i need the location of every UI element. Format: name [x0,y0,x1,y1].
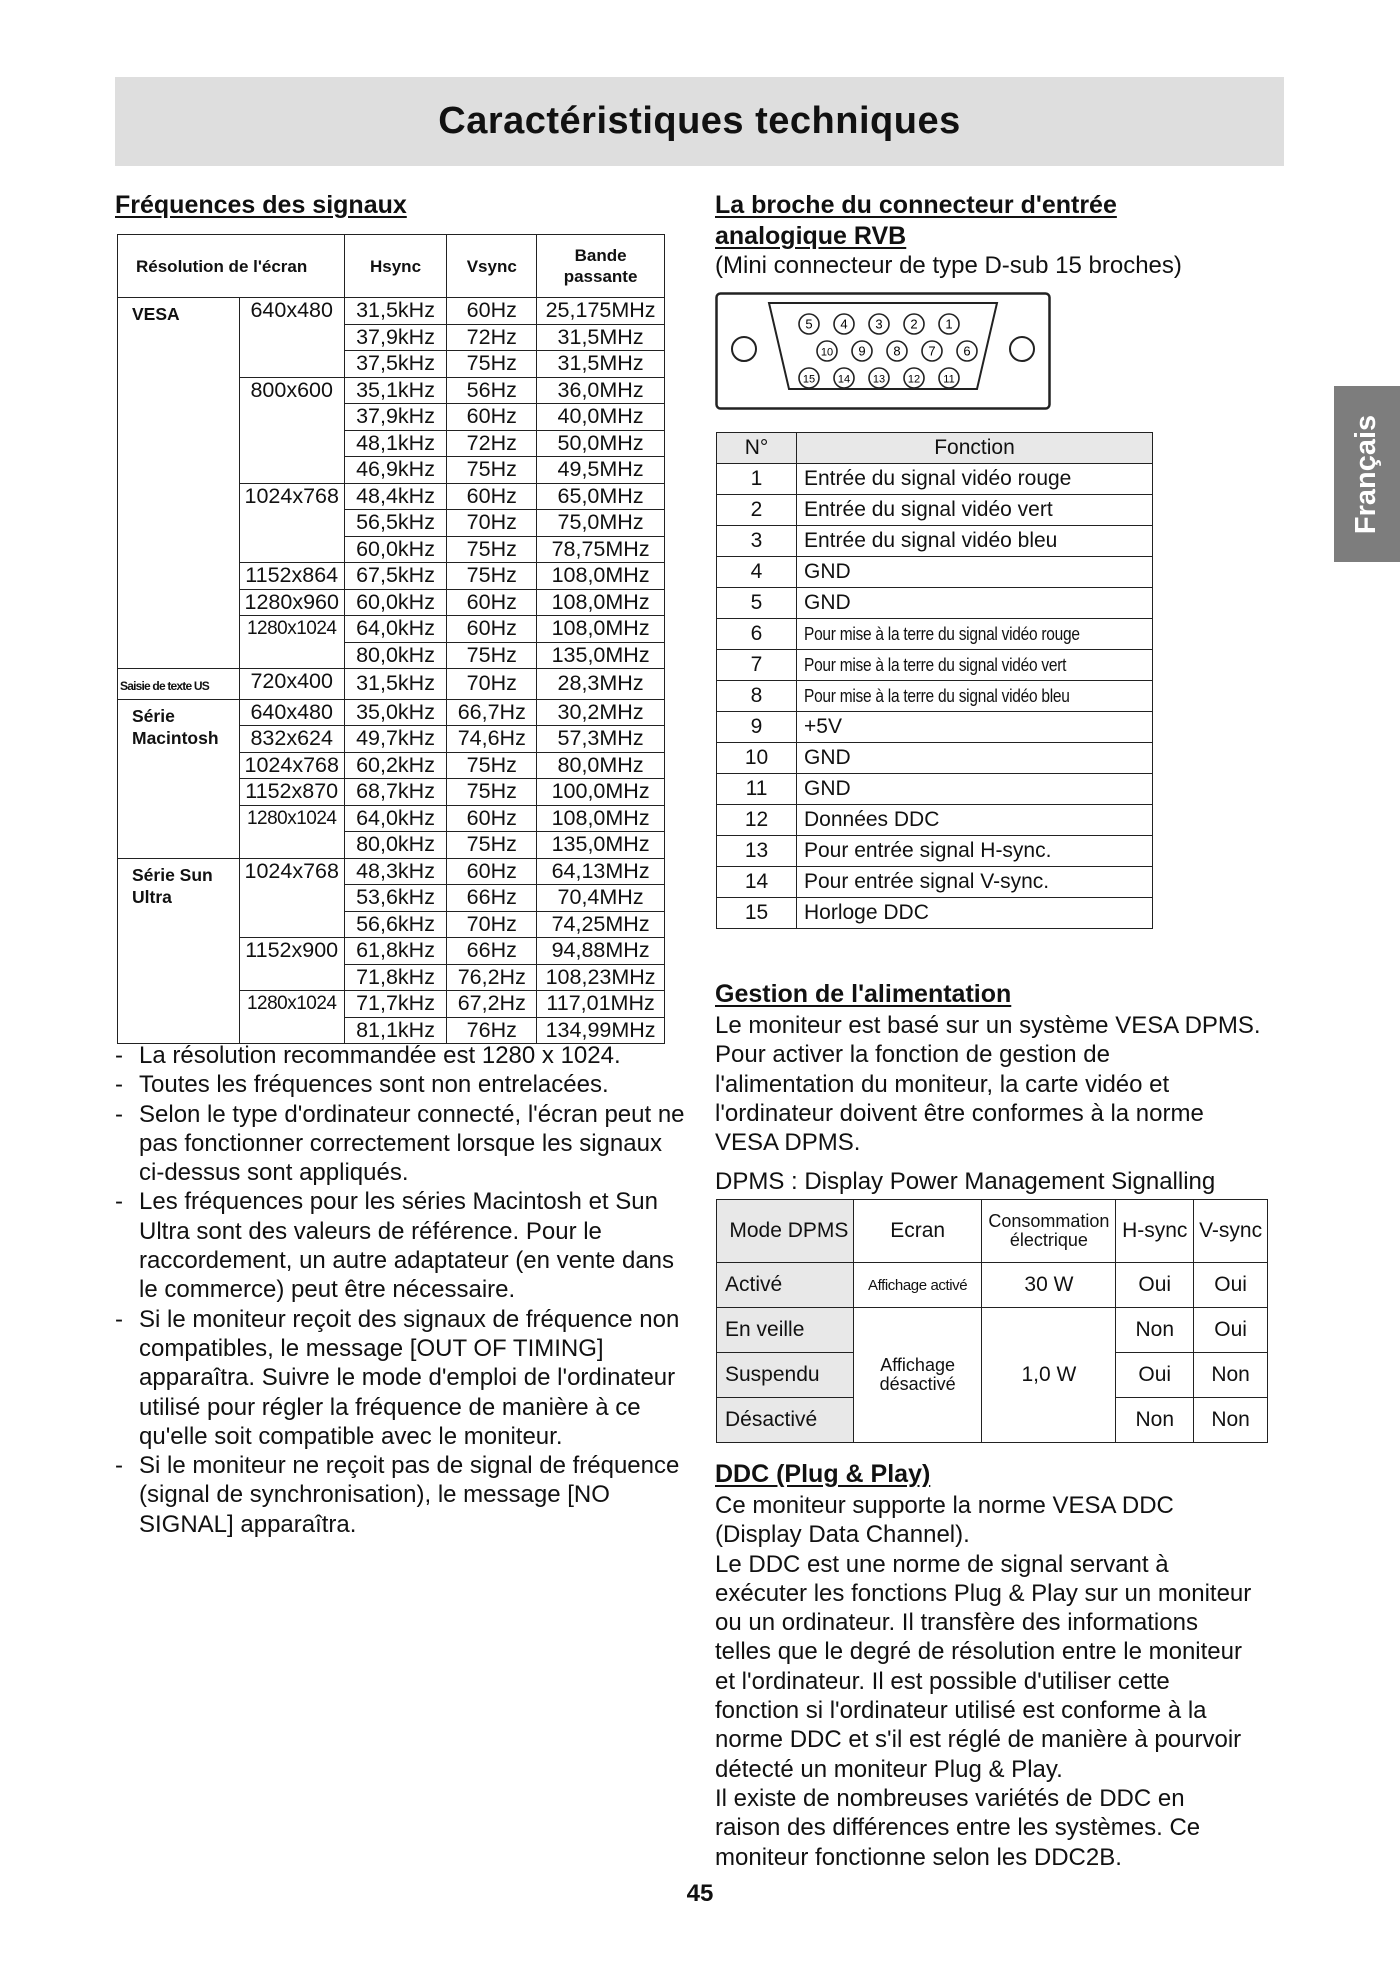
pin-function: Pour entrée signal V-sync. [797,867,1153,898]
dpms-hsync: Oui [1116,1263,1194,1308]
hsync-cell: 80,0kHz [344,642,447,669]
bandwidth-cell: 108,0MHz [537,616,665,643]
vsync-cell: 60Hz [447,483,537,510]
pin-table [716,432,1153,929]
table-row [717,1308,1268,1353]
dpms-mode: Suspendu [717,1353,854,1398]
pin-label: 1 [945,316,953,332]
dpms-vsync: Oui [1194,1263,1268,1308]
table-row [717,464,1153,495]
vsync-cell: 60Hz [447,298,537,325]
bandwidth-cell: 100,0MHz [537,779,665,806]
table-row [717,650,1153,681]
table-row [717,743,1153,774]
connector-heading: La broche du connecteur d'entrée analogique RVB [715,191,1117,250]
table-row [717,836,1153,867]
hsync-cell: 48,3kHz [344,858,447,885]
bandwidth-cell: 30,2MHz [537,699,665,726]
resolution-cell: 1024x768 [239,483,344,563]
pin-label: 6 [963,343,971,359]
note-item: - Les fréquences pour les séries Macintosh et Sun Ultra sont des valeurs de référence. Pour le raccordement, un autre adaptateur (en vente dans le commerce) peut être nécessaire. [115,1187,690,1304]
pin-number: 14 [717,867,797,898]
group-sun-ultra: Série Sun Ultra [118,858,240,1044]
bandwidth-cell: 31,5MHz [537,351,665,378]
resolution-cell: 1280x960 [239,589,344,616]
hsync-cell: 48,4kHz [344,483,447,510]
resolution-cell: 1152x870 [239,779,344,806]
dpms-screen-off: Affichage désactivé [853,1308,982,1443]
pin-number: 7 [717,650,797,681]
vsync-cell: 60Hz [447,805,537,832]
hsync-cell: 31,5kHz [344,669,447,700]
pin-label: 5 [805,316,813,332]
resolution-cell: 1280x1024 [239,991,344,1044]
pin-number: 10 [717,743,797,774]
resolution-cell: 1152x900 [239,938,344,991]
hsync-cell: 37,9kHz [344,404,447,431]
dpms-mode: En veille [717,1308,854,1353]
hsync-cell: 35,0kHz [344,699,447,726]
freq-heading: Fréquences des signaux [115,191,407,219]
pin-function: GND [797,774,1153,805]
dpms-mode: Activé [717,1263,854,1308]
connector-shell [717,294,1050,409]
freq-header-hsync: Hsync [344,235,447,298]
bandwidth-cell: 25,175MHz [537,298,665,325]
bandwidth-cell: 117,01MHz [537,991,665,1018]
hsync-cell: 61,8kHz [344,938,447,965]
dpms-power-low: 1,0 W [982,1308,1116,1443]
hsync-cell: 68,7kHz [344,779,447,806]
bandwidth-cell: 57,3MHz [537,726,665,753]
vsync-cell: 76Hz [447,1017,537,1044]
table-row [118,298,665,325]
freq-header-vsync: Vsync [447,235,537,298]
page-title: Caractéristiques techniques [438,100,961,142]
pin-label: 14 [837,373,851,386]
dpms-hsync: Non [1116,1308,1194,1353]
dpms-header-vsync: V-sync [1194,1200,1268,1263]
table-row [717,681,1153,712]
dpms-hsync: Oui [1116,1353,1194,1398]
table-row [717,526,1153,557]
table-row [717,619,1153,650]
vsync-cell: 75Hz [447,351,537,378]
group-macintosh: Série Macintosh [118,699,240,858]
bandwidth-cell: 108,0MHz [537,589,665,616]
bandwidth-cell: 70,4MHz [537,885,665,912]
screw-hole-right [1010,337,1034,361]
pin-label: 4 [840,316,848,332]
ddc-heading: DDC (Plug & Play) [715,1460,931,1488]
pin-function: GND [797,743,1153,774]
pin-label: 2 [910,316,918,332]
screw-hole-left [732,337,756,361]
pin-number: 12 [717,805,797,836]
bandwidth-cell: 108,0MHz [537,563,665,590]
hsync-cell: 60,0kHz [344,536,447,563]
hsync-cell: 60,2kHz [344,752,447,779]
pin-label: 7 [928,343,936,359]
pin-label: 13 [872,373,886,386]
resolution-cell: 800x600 [239,377,344,483]
resolution-cell: 1024x768 [239,752,344,779]
pin-function: Pour mise à la terre du signal vidéo bleu [797,681,1153,712]
pin-label: 15 [802,373,816,386]
pin-number: 5 [717,588,797,619]
pin-number: 1 [717,464,797,495]
dpms-header-row [717,1200,1268,1263]
hsync-cell: 56,6kHz [344,911,447,938]
table-row [717,588,1153,619]
pin-number: 2 [717,495,797,526]
hsync-cell: 56,5kHz [344,510,447,537]
table-row [717,805,1153,836]
dpms-header-hsync: H-sync [1116,1200,1194,1263]
hsync-cell: 64,0kHz [344,805,447,832]
page-number: 45 [686,1880,714,1907]
table-row [717,774,1153,805]
dpms-screen: Affichage activé [853,1263,982,1308]
bandwidth-cell: 50,0MHz [537,430,665,457]
bandwidth-cell: 94,88MHz [537,938,665,965]
resolution-cell: 640x480 [239,699,344,726]
pin-label: 3 [875,316,883,332]
vsync-cell: 60Hz [447,858,537,885]
bandwidth-cell: 31,5MHz [537,324,665,351]
bandwidth-cell: 135,0MHz [537,642,665,669]
pin-header-func: Fonction [797,433,1153,464]
pin-function: Pour mise à la terre du signal vidéo vert [797,650,1153,681]
pin-function: GND [797,588,1153,619]
vsync-cell: 60Hz [447,616,537,643]
bandwidth-cell: 135,0MHz [537,832,665,859]
hsync-cell: 37,9kHz [344,324,447,351]
table-row [118,699,665,726]
note-item: - Selon le type d'ordinateur connecté, l'écran peut ne pas fonctionner correctement lorsque les signaux ci-dessus sont appliqués. [115,1100,690,1188]
pin-number: 3 [717,526,797,557]
pin-header-no: N° [717,433,797,464]
resolution-cell: 1280x1024 [239,805,344,858]
table-row [717,557,1153,588]
note-item: - Toutes les fréquences sont non entrelacées. [115,1070,690,1099]
pin-number: 15 [717,898,797,929]
hsync-cell: 46,9kHz [344,457,447,484]
pin-group [799,314,977,388]
dpms-header-consumption: Consommation électrique [982,1200,1116,1263]
vsync-cell: 66Hz [447,885,537,912]
hsync-cell: 31,5kHz [344,298,447,325]
ddc-text: Ce moniteur supporte la norme VESA DDC (Display Data Channel). Le DDC est une norme de signal servant à exécuter les fonctions Plug & Play sur un moniteur ou un ordinateur. Il transfère des informations telles que le degré de résolution entre le moniteur et l'ordinateur. Il est possible d'utiliser cette fonction si l'ordinateur utilisé est conforme à la norme DDC et s'il est réglé de manière à pourvoir détecté un moniteur Plug & Play. Il existe de nombreuses variétés de DDC en raison des différences entre les systèmes. Ce moniteur fonctionne selon les DDC2B. [715,1492,1252,1871]
note-item: - Si le moniteur reçoit des signaux de fréquence non compatibles, le message [OUT OF TIMING] apparaîtra. Suivre le mode d'emploi de l'ordinateur utilisé pour régler la fréquence de manière à ce qu'elle soit compatible avec le moniteur. [115,1305,690,1451]
vsync-cell: 72Hz [447,324,537,351]
pin-function: GND [797,557,1153,588]
pin-function: Entrée du signal vidéo bleu [797,526,1153,557]
vsync-cell: 74,6Hz [447,726,537,753]
dpms-power: 30 W [982,1263,1116,1308]
table-row [717,898,1153,929]
hsync-cell: 71,7kHz [344,991,447,1018]
hsync-cell: 35,1kHz [344,377,447,404]
bandwidth-cell: 75,0MHz [537,510,665,537]
language-tab-label: Français [1350,414,1383,534]
vsync-cell: 70Hz [447,911,537,938]
vsync-cell: 70Hz [447,669,537,700]
pin-label: 12 [907,373,921,386]
table-row [717,712,1153,743]
vsync-cell: 76,2Hz [447,964,537,991]
hsync-cell: 81,1kHz [344,1017,447,1044]
vsync-cell: 60Hz [447,589,537,616]
pin-number: 4 [717,557,797,588]
pin-function: Données DDC [797,805,1153,836]
resolution-cell: 832x624 [239,726,344,753]
pin-label: 8 [893,343,901,359]
pin-number: 11 [717,774,797,805]
pin-label: 11 [943,373,955,386]
vsync-cell: 67,2Hz [447,991,537,1018]
note-item: - Si le moniteur ne reçoit pas de signal de fréquence (signal de synchronisation), le message [NO SIGNAL] apparaîtra. [115,1451,690,1539]
group-us-text: Saisie de texte US [118,669,240,700]
bandwidth-cell: 28,3MHz [537,669,665,700]
vsync-cell: 75Hz [447,779,537,806]
vsync-cell: 75Hz [447,536,537,563]
hsync-cell: 53,6kHz [344,885,447,912]
bandwidth-cell: 65,0MHz [537,483,665,510]
hsync-cell: 37,5kHz [344,351,447,378]
note-item: - La résolution recommandée est 1280 x 1024. [115,1041,690,1070]
table-row [717,1263,1268,1308]
pin-number: 6 [717,619,797,650]
table-row [717,495,1153,526]
hsync-cell: 71,8kHz [344,964,447,991]
pin-number: 13 [717,836,797,867]
dpms-header-mode: Mode DPMS [717,1200,854,1263]
pin-function: Entrée du signal vidéo vert [797,495,1153,526]
freq-header-row [118,235,665,298]
bandwidth-cell: 49,5MHz [537,457,665,484]
hsync-cell: 64,0kHz [344,616,447,643]
dpms-vsync: Oui [1194,1308,1268,1353]
freq-header-resolution: Résolution de l'écran [118,235,345,298]
dpms-header-screen: Ecran [853,1200,982,1263]
bandwidth-cell: 78,75MHz [537,536,665,563]
hsync-cell: 48,1kHz [344,430,447,457]
pin-header-row [717,433,1153,464]
vsync-cell: 75Hz [447,752,537,779]
vsync-cell: 66Hz [447,938,537,965]
power-heading: Gestion de l'alimentation [715,980,1012,1008]
pin-function: Horloge DDC [797,898,1153,929]
table-row [118,858,665,885]
bandwidth-cell: 74,25MHz [537,911,665,938]
notes-list [115,1041,690,1539]
hsync-cell: 49,7kHz [344,726,447,753]
title-bar [115,77,1284,166]
resolution-cell: 720x400 [239,669,344,700]
bandwidth-cell: 36,0MHz [537,377,665,404]
table-row [717,867,1153,898]
connector-subtitle: (Mini connecteur de type D-sub 15 broches) [715,252,1182,279]
vsync-cell: 72Hz [447,430,537,457]
pin-function: Pour mise à la terre du signal vidéo rouge [797,619,1153,650]
hsync-cell: 60,0kHz [344,589,447,616]
dpms-definition: DPMS : Display Power Management Signalling [715,1168,1216,1195]
pin-number: 9 [717,712,797,743]
dpms-table [716,1199,1268,1443]
bandwidth-cell: 134,99MHz [537,1017,665,1044]
frequency-table [117,234,665,1044]
table-row [118,669,665,700]
pin-function: Pour entrée signal H-sync. [797,836,1153,867]
resolution-cell: 640x480 [239,298,344,378]
bandwidth-cell: 80,0MHz [537,752,665,779]
pin-function: Entrée du signal vidéo rouge [797,464,1153,495]
vsync-cell: 60Hz [447,404,537,431]
pin-function: +5V [797,712,1153,743]
hsync-cell: 80,0kHz [344,832,447,859]
vsync-cell: 56Hz [447,377,537,404]
dpms-mode: Désactivé [717,1398,854,1443]
bandwidth-cell: 108,0MHz [537,805,665,832]
pin-label: 10 [820,346,834,359]
bandwidth-cell: 40,0MHz [537,404,665,431]
vsync-cell: 75Hz [447,563,537,590]
freq-header-bandwidth: Bande passante [537,235,665,298]
language-tab [1334,386,1400,562]
vsync-cell: 66,7Hz [447,699,537,726]
vsync-cell: 75Hz [447,642,537,669]
pin-number: 8 [717,681,797,712]
vsync-cell: 75Hz [447,832,537,859]
dsub-connector-diagram [715,292,1051,410]
bandwidth-cell: 64,13MHz [537,858,665,885]
resolution-cell: 1280x1024 [239,616,344,669]
vsync-cell: 70Hz [447,510,537,537]
vsync-cell: 75Hz [447,457,537,484]
dpms-hsync: Non [1116,1398,1194,1443]
resolution-cell: 1152x864 [239,563,344,590]
pin-label: 9 [858,343,866,359]
dpms-vsync: Non [1194,1398,1268,1443]
group-vesa: VESA [118,298,240,669]
hsync-cell: 67,5kHz [344,563,447,590]
power-text: Le moniteur est basé sur un système VESA DPMS. Pour activer la fonction de gestion de l'alimentation du moniteur, la carte vidéo et l'ordinateur doivent être conformes à la norme VESA DPMS. [715,1012,1261,1157]
dpms-vsync: Non [1194,1353,1268,1398]
bandwidth-cell: 108,23MHz [537,964,665,991]
resolution-cell: 1024x768 [239,858,344,938]
